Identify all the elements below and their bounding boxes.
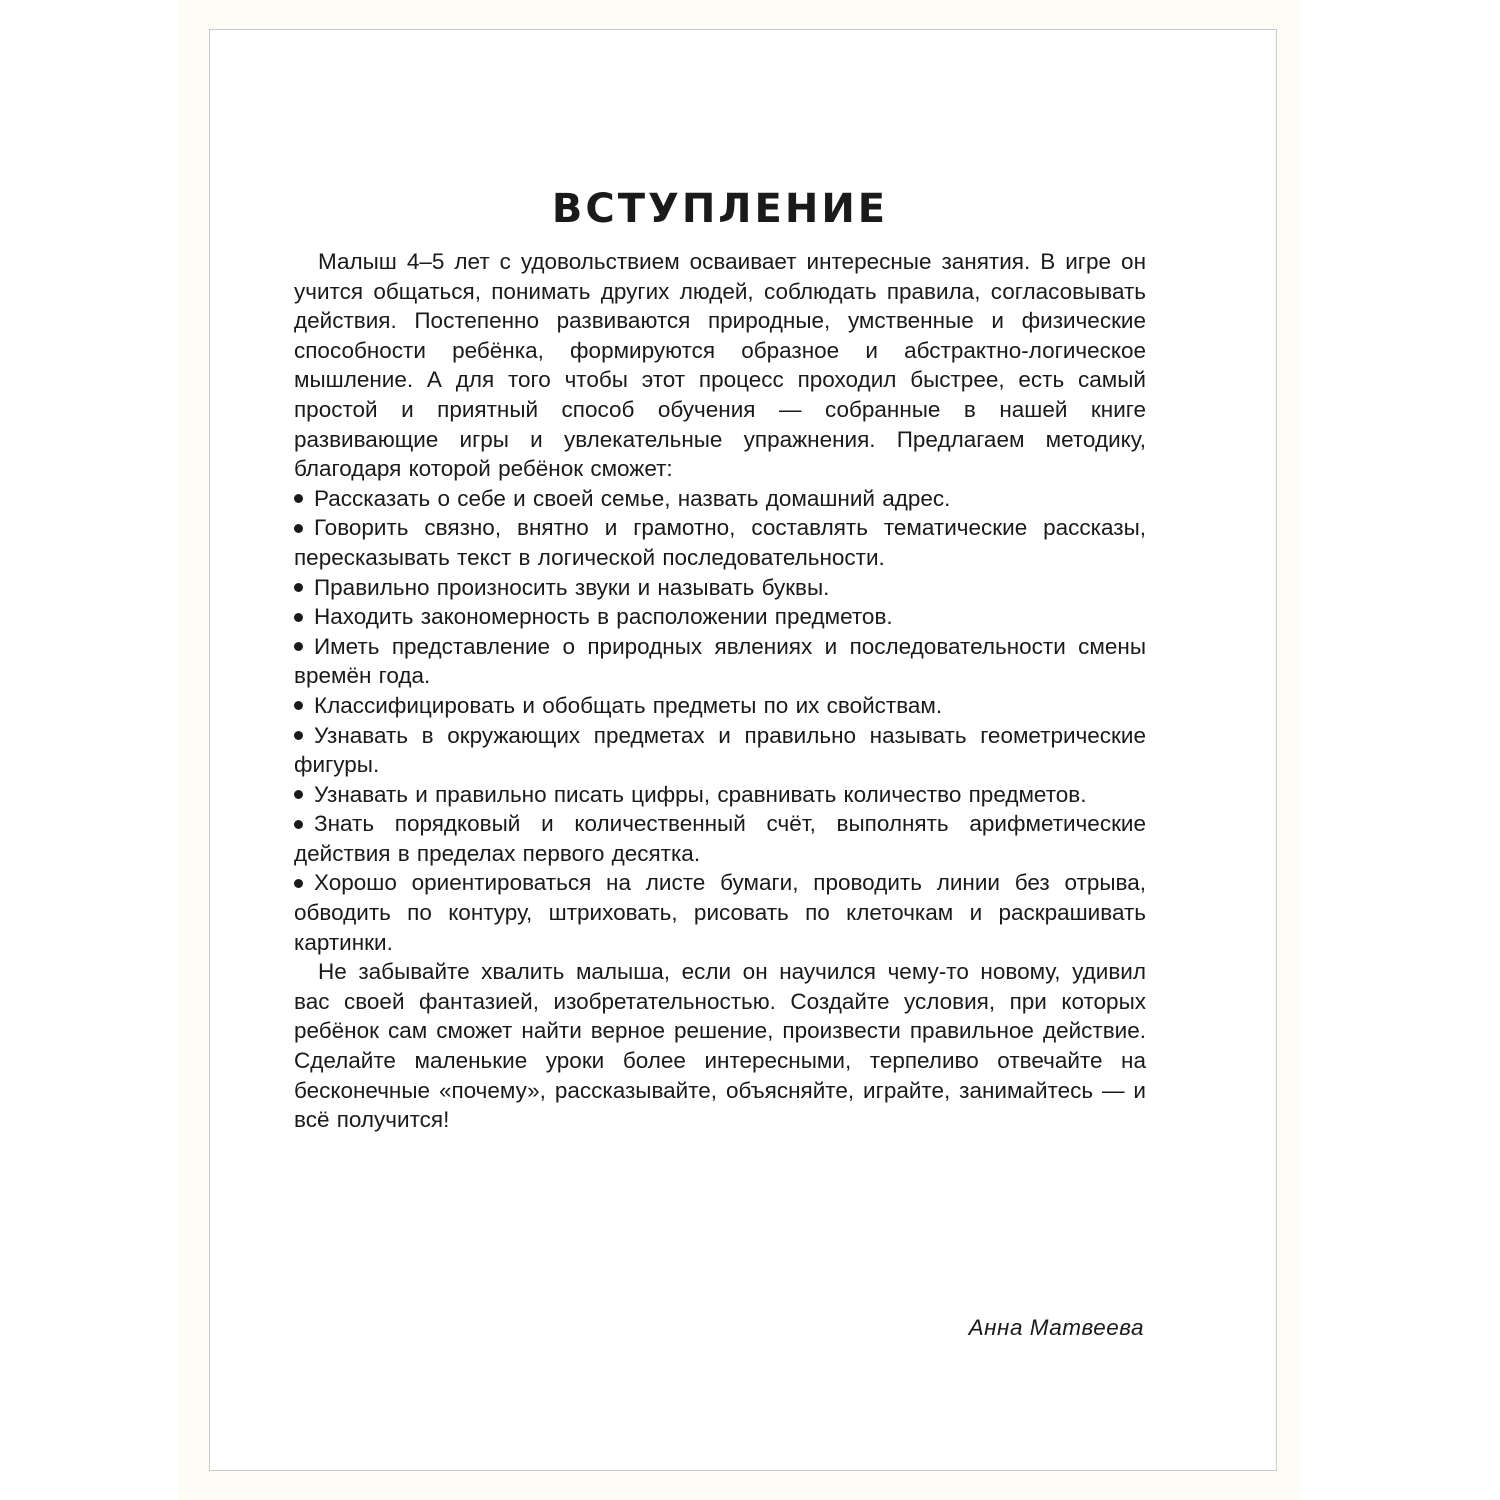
list-item	[294, 809, 1146, 868]
list-item	[294, 691, 1146, 721]
bullet-icon	[294, 879, 303, 888]
list-item	[294, 632, 1146, 691]
list-item-text: Классифицировать и обобщать предметы по их свойствам.	[314, 692, 943, 718]
list-item	[294, 484, 1146, 514]
list-item	[294, 602, 1146, 632]
list-item-text: Правильно произносить звуки и называть буквы.	[314, 574, 830, 600]
intro-paragraph: Малыш 4–5 лет с удовольствием осваивает интересные занятия. В игре он учится общаться, понимать других людей, соблюдать правила, согласовывать действия. Постепенно развиваются природные, умственные и физические способности ребёнка, формируются образное и абстрактно-логическое мышление. А для того чтобы этот процесс проходил быстрее, есть самый простой и приятный способ обучения — собранные в нашей книге развивающие игры и увлекательные упражнения. Предлагаем методику, благодаря которой ребёнок сможет:	[294, 249, 1146, 482]
bullet-icon	[294, 820, 303, 829]
list-item-text: Узнавать в окружающих предметах и правильно называть геометрические фигуры.	[294, 722, 1146, 778]
list-item	[294, 721, 1146, 780]
document-body	[294, 183, 1146, 1135]
bullet-icon	[294, 701, 303, 710]
bullet-icon	[294, 790, 303, 799]
list-item	[294, 573, 1146, 603]
bullet-icon	[294, 642, 303, 651]
bullet-icon	[294, 731, 303, 740]
author-signature: Анна Матвеева	[968, 1315, 1144, 1340]
list-item-text: Иметь представление о природных явлениях и последовательности смены времён года.	[294, 633, 1146, 689]
list-item-text: Хорошо ориентироваться на листе бумаги, проводить линии без отрыва, обводить по контуру, штриховать, рисовать по клеточкам и раскрашивать картинки.	[294, 870, 1146, 955]
list-item-text: Находить закономерность в расположении предметов.	[314, 604, 893, 630]
page-title: ВСТУПЛЕНИЕ	[551, 186, 889, 232]
list-item-text: Рассказать о себе и своей семье, назвать домашний адрес.	[314, 485, 951, 511]
list-item-text: Узнавать и правильно писать цифры, сравнивать количество предметов.	[314, 781, 1087, 807]
closing-paragraph: Не забывайте хвалить малыша, если он научился чему-то новому, удивил вас своей фантазией, изобретательностью. Создайте условия, при которых ребёнок сам сможет найти верное решение, произвести правильное действие. Сделайте маленькие уроки более интересными, терпеливо отвечайте на бесконечные «почему», рассказывайте, объясняйте, играйте, занимайтесь — и всё получится!	[294, 959, 1146, 1133]
bullet-icon	[294, 524, 303, 533]
skills-list	[294, 484, 1146, 958]
list-item	[294, 513, 1146, 572]
list-item-text: Знать порядковый и количественный счёт, выполнять арифметические действия в пределах первого десятка.	[294, 811, 1146, 866]
list-item-text: Говорить связно, внятно и грамотно, составлять тематические рассказы, пересказывать текст в логической последовательности.	[294, 515, 1146, 570]
bullet-icon	[294, 613, 303, 622]
bullet-icon	[294, 583, 303, 592]
list-item	[294, 868, 1146, 957]
list-item	[294, 780, 1146, 810]
bullet-icon	[294, 494, 303, 503]
